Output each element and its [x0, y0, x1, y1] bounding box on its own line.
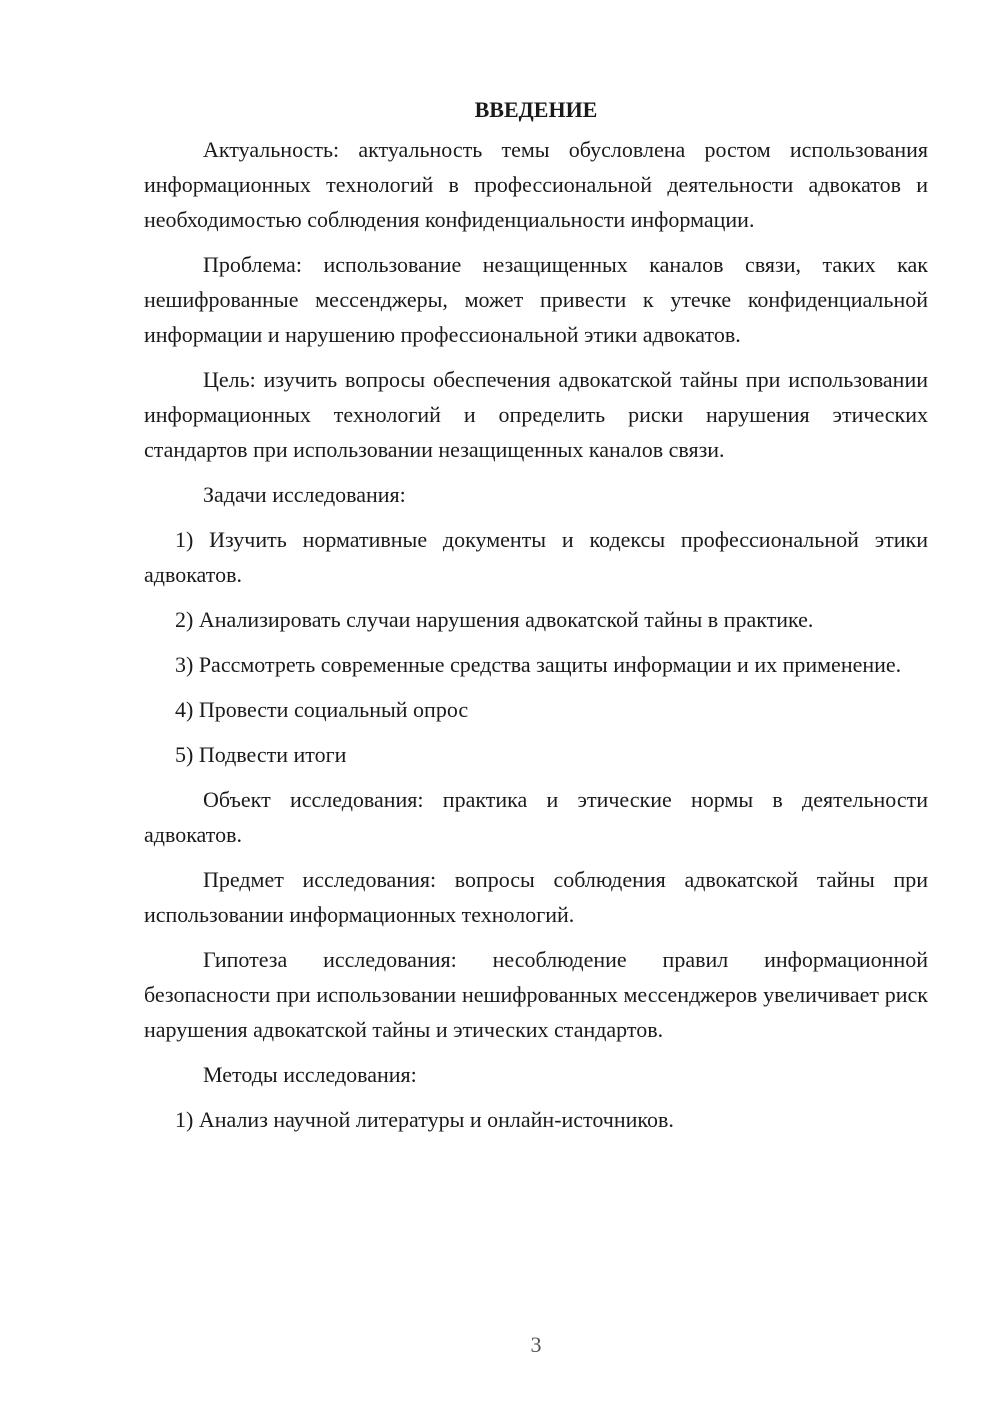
paragraph-relevance: Актуальность: актуальность темы обусловлена ростом использования информационных технологий в профессиональной деятельности адвокатов и необходимостью соблюдения конфиденциальности информации. [144, 137, 928, 232]
task-item-2: 2) Анализировать случаи нарушения адвокатской тайны в практике. [175, 607, 814, 632]
task-item-4: 4) Провести социальный опрос [175, 697, 469, 722]
paragraph-hypothesis: Гипотеза исследования: несоблюдение правил информационной безопасности при использовании нешифрованных мессенджеров увеличивает риск нарушения адвокатской тайны и этических стандартов. [144, 947, 928, 1042]
task-item-1: 1) Изучить нормативные документы и кодексы профессиональной этики адвокатов. [144, 527, 928, 587]
task-item-3: 3) Рассмотреть современные средства защиты информации и их применение. [175, 652, 902, 677]
task-item-5: 5) Подвести итоги [175, 742, 347, 767]
paragraph-goal: Цель: изучить вопросы обеспечения адвокатской тайны при использовании информационных технологий и определить риски нарушения этических стандартов при использовании незащищенных каналов связи. [144, 367, 928, 462]
paragraph-subject: Предмет исследования: вопросы соблюдения адвокатской тайны при использовании информационных технологий. [144, 867, 928, 927]
paragraph-methods-heading: Методы исследования: [203, 1062, 417, 1087]
paragraph-object: Объект исследования: практика и этические нормы в деятельности адвокатов. [144, 787, 928, 847]
section-title: ВВЕДЕНИЕ [474, 97, 598, 122]
method-item-1: 1) Анализ научной литературы и онлайн-источников. [175, 1107, 674, 1132]
paragraph-problem: Проблема: использование незащищенных каналов связи, таких как нешифрованные мессенджеры, может привести к утечке конфиденциальной информации и нарушению профессиональной этики адвокатов. [144, 252, 928, 347]
paragraph-tasks-heading: Задачи исследования: [203, 482, 406, 507]
page-content [144, 92, 928, 1137]
page-number: 3 [530, 1332, 542, 1357]
